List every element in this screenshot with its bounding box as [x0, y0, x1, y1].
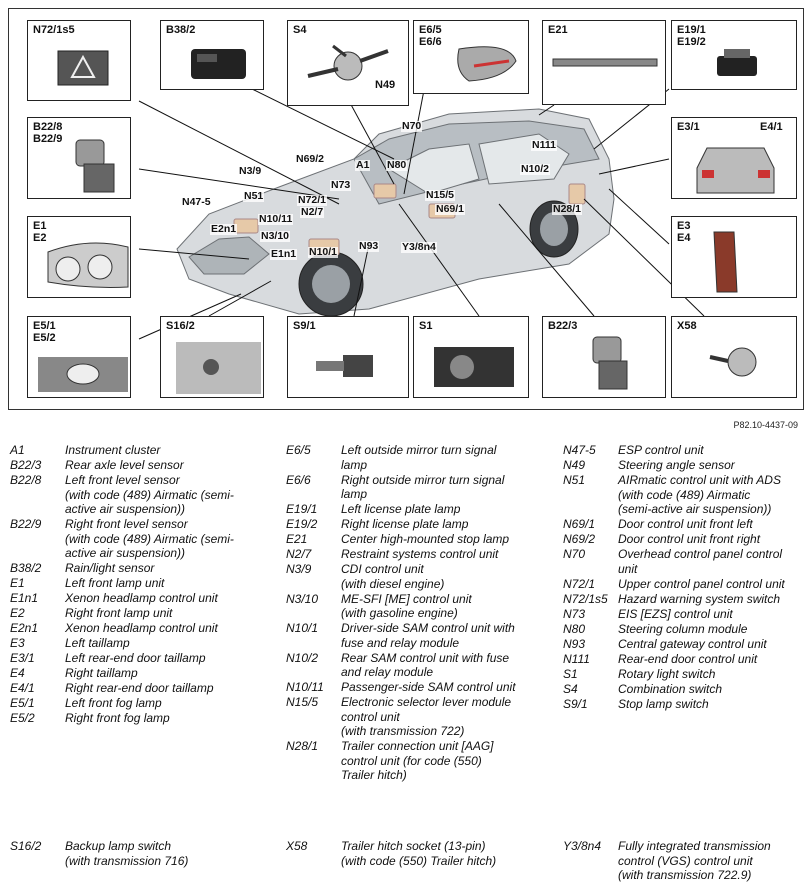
legend-item: [10, 458, 270, 473]
legend-code: E6/5: [286, 443, 311, 457]
car-label: N10/11: [259, 213, 293, 225]
car-label: N111: [532, 139, 556, 151]
car-label: N69/2: [296, 153, 325, 165]
legend-description: Rear axle level sensor: [65, 458, 184, 472]
legend-code: N2/7: [286, 547, 312, 561]
legend-description: EIS [EZS] control unit: [618, 606, 733, 621]
legend-code: N69/2: [563, 532, 596, 546]
legend-description: Right front fog lamp: [65, 711, 170, 725]
legend-bottom-3: [563, 839, 807, 883]
callout-label: X58: [677, 320, 697, 332]
car-rear-icon: [672, 118, 798, 200]
callout-E21: [542, 20, 666, 105]
callout-label: B22/3: [548, 320, 578, 332]
stop-lamp-switch-icon: [288, 317, 410, 399]
legend-description: Right rear-end door taillamp: [65, 681, 214, 695]
legend-item: [286, 839, 556, 868]
legend-description: Rain/light sensor: [65, 561, 155, 575]
legend-description: Rotary light switch: [618, 666, 716, 681]
legend-description: Left outside mirror turn signal lamp: [341, 443, 497, 472]
legend-item: [563, 473, 807, 517]
legend-description: Steering angle sensor: [618, 458, 735, 472]
legend-item: [286, 695, 556, 739]
legend-code: N111: [563, 651, 590, 666]
callout-E3: [671, 216, 797, 298]
trailer-socket-icon: [672, 317, 798, 399]
legend-item: [563, 458, 807, 473]
callout-label: S4: [293, 24, 307, 36]
legend-item: [10, 839, 270, 868]
callout-label: S1: [419, 320, 433, 332]
callout-N72-1s5: [27, 20, 131, 101]
legend-code: X58: [286, 839, 308, 853]
legend-code: N72/1: [563, 576, 596, 591]
callout-label: E19/1 E19/2: [677, 24, 706, 48]
legend-description: Door control unit front right: [618, 532, 761, 546]
legend-description: AIRmatic control unit with ADS (with code (489) Airmatic (semi-active air suspension)): [618, 473, 781, 516]
legend-item: [563, 637, 807, 652]
legend-description: Left front lamp unit: [65, 576, 165, 590]
legend-code: E19/2: [286, 517, 318, 531]
legend-code: S4: [563, 681, 578, 696]
legend-code: N10/11: [286, 680, 324, 694]
legend-item: [563, 607, 807, 622]
legend-code: E3: [10, 636, 25, 650]
legend-item: [563, 652, 807, 667]
legend-item: [286, 562, 556, 591]
car-label: N2/7: [301, 206, 324, 218]
callout-X58: [671, 316, 797, 398]
legend-code: N10/1: [286, 621, 319, 635]
callout-sublabel: N49: [375, 79, 396, 91]
legend-item: [10, 696, 270, 711]
legend-item: [563, 592, 807, 607]
legend-bottom-1: [10, 839, 270, 869]
legend-code: N28/1: [286, 739, 319, 753]
legend-item: [563, 547, 807, 576]
legend-description: Trailer hitch socket (13-pin) (with code (550) Trailer hitch): [341, 839, 497, 868]
headlamp-icon: [28, 217, 132, 299]
legend-code: E2: [10, 606, 25, 620]
license-plate-lamp-icon: [672, 21, 798, 91]
callout-label: E1 E2: [33, 220, 47, 244]
legend-description: Rear SAM control unit with fuse and relay module: [341, 650, 510, 679]
legend-item: [563, 517, 807, 532]
mirror-icon: [414, 21, 530, 95]
legend-code: N70: [563, 547, 586, 561]
legend-column-1: [10, 443, 270, 726]
callout-E6-5: [413, 20, 529, 94]
legend-description: Left license plate lamp: [341, 502, 461, 516]
callout-E19-1: [671, 20, 797, 90]
legend-code: E5/2: [10, 711, 35, 725]
legend-code: E1n1: [10, 591, 39, 605]
level-sensor-icon: [28, 118, 132, 200]
car-label: N73: [331, 179, 351, 191]
legend-item: [563, 443, 807, 458]
legend-bottom-2: [286, 839, 556, 869]
taillamp-icon: [672, 217, 798, 299]
legend-code: N73: [563, 606, 586, 621]
legend-code: N93: [563, 636, 586, 651]
legend-code: A1: [10, 443, 25, 457]
legend-description: Upper control panel control unit: [618, 576, 785, 591]
legend-code: E4: [10, 666, 25, 680]
legend-item: [10, 473, 270, 517]
legend-item: [286, 547, 556, 562]
car-label: N47-5: [182, 196, 211, 208]
legend-description: Central gateway control unit: [618, 636, 767, 651]
callout-S1: [413, 316, 529, 398]
legend-item: [286, 592, 556, 621]
legend-code: E19/1: [286, 502, 318, 516]
callout-S16-2: [160, 316, 264, 398]
legend-code: N80: [563, 621, 586, 636]
legend-description: Xenon headlamp control unit: [65, 591, 218, 605]
car-label: N3/10: [261, 230, 290, 242]
legend-item: [10, 517, 270, 561]
legend-code: S16/2: [10, 839, 42, 853]
car-label: Y3/8n4: [402, 241, 436, 253]
legend-item: [10, 576, 270, 591]
callout-S9-1: [287, 316, 409, 398]
legend-description: Left taillamp: [65, 636, 130, 650]
car-label: N10/2: [521, 163, 550, 175]
callout-E1: [27, 216, 131, 298]
legend-description: Fully integrated transmission control (VGS) control unit (with transmission 722.9): [618, 839, 771, 882]
legend-description: Combination switch: [618, 681, 723, 696]
legend-item: [563, 577, 807, 592]
car-label: N80: [387, 159, 407, 171]
rain-light-sensor-icon: [161, 21, 265, 91]
legend-description: Left front level sensor (with code (489) Airmatic (semi- active air suspension)): [65, 473, 234, 516]
legend-code: E1: [10, 576, 25, 590]
car-label: N10/1: [309, 246, 338, 258]
legend-item: [563, 697, 807, 712]
legend-code: S1: [563, 666, 578, 681]
legend-item: [286, 651, 556, 680]
legend-item: [286, 739, 556, 783]
callout-E3-1: [671, 117, 797, 199]
legend-item: [286, 532, 556, 547]
legend-description: Right front lamp unit: [65, 606, 173, 620]
legend-description: Left rear-end door taillamp: [65, 651, 206, 665]
legend-column-2: [286, 443, 556, 783]
legend-description: Right outside mirror turn signal lamp: [341, 472, 505, 501]
callout-label: N72/1s5: [33, 24, 75, 36]
callout-label: S16/2: [166, 320, 195, 332]
callout-B38-2: [160, 20, 264, 90]
legend-description: Door control unit front left: [618, 517, 753, 531]
level-sensor-icon: [543, 317, 667, 399]
legend-code: E5/1: [10, 696, 35, 710]
legend-item: [563, 532, 807, 547]
legend-description: Right license plate lamp: [341, 517, 469, 531]
legend-code: N72/1s5: [563, 591, 608, 606]
legend-item: [10, 636, 270, 651]
legend-code: N69/1: [563, 517, 596, 531]
legend-code: N49: [563, 458, 586, 472]
legend-description: Right taillamp: [65, 666, 138, 680]
legend-description: Passenger-side SAM control unit: [341, 680, 516, 694]
legend-description: Left front fog lamp: [65, 696, 162, 710]
callout-E5-1: [27, 316, 131, 398]
legend-description: Restraint systems control unit: [341, 547, 499, 561]
legend-column-3: [563, 443, 807, 712]
callout-label: E21: [548, 24, 568, 36]
car-label: N51: [244, 190, 264, 202]
legend-item: [10, 591, 270, 606]
car-label: N28/1: [553, 203, 582, 215]
legend-code: E3/1: [10, 651, 35, 665]
legend-item: [563, 622, 807, 637]
legend-code: S9/1: [563, 696, 588, 711]
legend-description: ESP control unit: [618, 443, 704, 457]
legend-description: Xenon headlamp control unit: [65, 621, 218, 635]
callout-label-2: E4/1: [760, 121, 783, 133]
car-label: A1: [356, 159, 370, 171]
legend-code: N15/5: [286, 695, 319, 709]
legend-item: [286, 443, 556, 472]
legend-item: [10, 443, 270, 458]
callout-B22-8: [27, 117, 131, 199]
legend-description: Hazard warning system switch: [618, 591, 781, 606]
legend-item: [10, 711, 270, 726]
callout-label: E3 E4: [677, 220, 691, 244]
legend-description: Stop lamp switch: [618, 696, 709, 711]
legend-description: Trailer connection unit [AAG] control unit (for code (550) Trailer hitch): [341, 739, 494, 782]
fog-lamp-icon: [28, 317, 132, 399]
callout-S4: [287, 20, 409, 106]
car-label: N15/5: [426, 189, 455, 201]
legend-item: [286, 517, 556, 532]
legend-description: Center high-mounted stop lamp: [341, 532, 510, 546]
car-label: N69/1: [436, 203, 465, 215]
legend-code: E4/1: [10, 681, 35, 695]
legend-description: Right front level sensor (with code (489) Airmatic (semi- active air suspension)): [65, 517, 234, 560]
legend-description: Rear-end door control unit: [618, 651, 758, 666]
callout-label: E6/5 E6/6: [419, 24, 442, 48]
car-label: N70: [402, 120, 422, 132]
car-label: E2n1: [211, 223, 237, 235]
legend-description: Driver-side SAM control unit with fuse and relay module: [341, 621, 515, 650]
component-location-diagram: [8, 8, 804, 410]
legend-description: Overhead control panel control unit: [618, 547, 783, 576]
legend-description: ME-SFI [ME] control unit (with gasoline engine): [341, 591, 472, 620]
legend-item: [286, 621, 556, 650]
legend-code: N47-5: [563, 443, 596, 457]
legend-code: B22/8: [10, 473, 42, 487]
legend-description: CDI control unit (with diesel engine): [341, 562, 445, 591]
legend-item: [10, 561, 270, 576]
legend-description: Electronic selector lever module control unit (with transmission 722): [341, 695, 512, 738]
callout-label: B22/8 B22/9: [33, 121, 63, 145]
legend-description: Backup lamp switch (with transmission 716): [65, 839, 189, 868]
legend-code: N51: [563, 473, 586, 487]
legend-code: Y3/8n4: [563, 839, 602, 853]
callout-label: E5/1 E5/2: [33, 320, 56, 344]
legend-item: [10, 606, 270, 621]
car-label: N93: [359, 240, 379, 252]
legend-description: Instrument cluster: [65, 443, 161, 457]
legend-item: [286, 473, 556, 502]
legend-code: B22/3: [10, 458, 42, 472]
figure-reference: P82.10-4437-09: [733, 420, 798, 430]
car-label: N3/9: [239, 165, 262, 177]
legend-item: [286, 502, 556, 517]
legend-code: E6/6: [286, 472, 311, 487]
legend-description: Steering column module: [618, 621, 748, 636]
legend-item: [10, 621, 270, 636]
legend-code: N3/9: [286, 562, 312, 576]
legend-code: N3/10: [286, 591, 319, 606]
hazard-switch-icon: [28, 21, 132, 102]
legend-item: [563, 839, 807, 883]
callout-label: B38/2: [166, 24, 196, 36]
legend-item: [563, 667, 807, 682]
legend-code: B38/2: [10, 561, 42, 575]
car-label: N72/1: [298, 194, 327, 206]
callout-label: S9/1: [293, 320, 316, 332]
legend-item: [10, 666, 270, 681]
legend-item: [10, 681, 270, 696]
legend-item: [10, 651, 270, 666]
legend-code: E2n1: [10, 621, 39, 635]
stop-lamp-icon: [543, 21, 667, 106]
backup-lamp-switch-icon: [161, 317, 265, 399]
callout-label: E3/1: [677, 121, 700, 133]
legend-code: B22/9: [10, 517, 42, 531]
legend-item: [286, 680, 556, 695]
legend-code: N10/2: [286, 650, 319, 665]
callout-B22-3: [542, 316, 666, 398]
legend-item: [563, 682, 807, 697]
combination-switch-icon: [288, 21, 410, 107]
car-label: E1n1: [271, 248, 297, 260]
legend-code: E21: [286, 532, 308, 546]
rotary-light-switch-icon: [414, 317, 530, 399]
